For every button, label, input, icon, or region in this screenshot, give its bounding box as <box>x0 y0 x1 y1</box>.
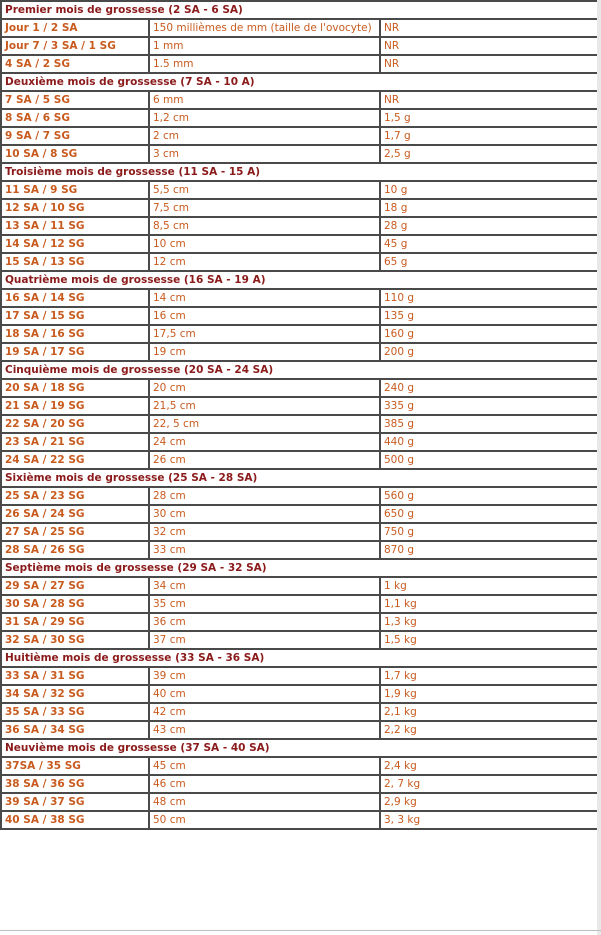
table-row <box>1 289 598 307</box>
week-cell: 9 SA / 7 SG <box>1 127 149 145</box>
weight-cell: 1,9 kg <box>380 685 598 703</box>
section-title: Premier mois de grossesse (2 SA - 6 SA) <box>1 1 598 19</box>
size-cell: 20 cm <box>149 379 380 397</box>
weight-cell: 2,5 g <box>380 145 598 163</box>
size-cell: 6 mm <box>149 91 380 109</box>
table-row <box>1 379 598 397</box>
table-row <box>1 685 598 703</box>
size-cell: 24 cm <box>149 433 380 451</box>
table-row <box>1 721 598 739</box>
table-row <box>1 397 598 415</box>
size-cell: 3 cm <box>149 145 380 163</box>
section-title: Quatrième mois de grossesse (16 SA - 19 A) <box>1 271 598 289</box>
week-cell: 25 SA / 23 SG <box>1 487 149 505</box>
week-cell: 27 SA / 25 SG <box>1 523 149 541</box>
size-cell: 1.5 mm <box>149 55 380 73</box>
section-title: Neuvième mois de grossesse (37 SA - 40 SA) <box>1 739 598 757</box>
week-cell: 10 SA / 8 SG <box>1 145 149 163</box>
right-scroll-edge <box>597 0 601 935</box>
section-header-row <box>1 559 598 577</box>
table-row <box>1 811 598 829</box>
table-row <box>1 109 598 127</box>
week-cell: 29 SA / 27 SG <box>1 577 149 595</box>
weight-cell: 1,5 kg <box>380 631 598 649</box>
size-cell: 5,5 cm <box>149 181 380 199</box>
table-row <box>1 127 598 145</box>
section-header-row <box>1 73 598 91</box>
size-cell: 30 cm <box>149 505 380 523</box>
week-cell: 17 SA / 15 SG <box>1 307 149 325</box>
section-header-row <box>1 361 598 379</box>
weight-cell: 65 g <box>380 253 598 271</box>
week-cell: 40 SA / 38 SG <box>1 811 149 829</box>
size-cell: 37 cm <box>149 631 380 649</box>
table-row <box>1 55 598 73</box>
table-row <box>1 343 598 361</box>
section-title: Sixième mois de grossesse (25 SA - 28 SA) <box>1 469 598 487</box>
week-cell: Jour 7 / 3 SA / 1 SG <box>1 37 149 55</box>
week-cell: 16 SA / 14 SG <box>1 289 149 307</box>
week-cell: 4 SA / 2 SG <box>1 55 149 73</box>
table-row <box>1 541 598 559</box>
table-row <box>1 523 598 541</box>
week-cell: 8 SA / 6 SG <box>1 109 149 127</box>
weight-cell: 110 g <box>380 289 598 307</box>
weight-cell: 385 g <box>380 415 598 433</box>
size-cell: 39 cm <box>149 667 380 685</box>
size-cell: 45 cm <box>149 757 380 775</box>
weight-cell: 10 g <box>380 181 598 199</box>
size-cell: 150 millièmes de mm (taille de l'ovocyte) <box>149 19 380 37</box>
week-cell: 28 SA / 26 SG <box>1 541 149 559</box>
week-cell: 24 SA / 22 SG <box>1 451 149 469</box>
week-cell: 30 SA / 28 SG <box>1 595 149 613</box>
section-title: Troisième mois de grossesse (11 SA - 15 A) <box>1 163 598 181</box>
week-cell: 13 SA / 11 SG <box>1 217 149 235</box>
size-cell: 34 cm <box>149 577 380 595</box>
section-header-row <box>1 649 598 667</box>
weight-cell: 200 g <box>380 343 598 361</box>
table-row <box>1 613 598 631</box>
week-cell: 12 SA / 10 SG <box>1 199 149 217</box>
size-cell: 21,5 cm <box>149 397 380 415</box>
week-cell: 31 SA / 29 SG <box>1 613 149 631</box>
size-cell: 19 cm <box>149 343 380 361</box>
week-cell: 20 SA / 18 SG <box>1 379 149 397</box>
table-row <box>1 199 598 217</box>
table-row <box>1 487 598 505</box>
table-row <box>1 433 598 451</box>
weight-cell: 240 g <box>380 379 598 397</box>
weight-cell: 560 g <box>380 487 598 505</box>
week-cell: 39 SA / 37 SG <box>1 793 149 811</box>
table-row <box>1 415 598 433</box>
weight-cell: 45 g <box>380 235 598 253</box>
section-title: Septième mois de grossesse (29 SA - 32 SA) <box>1 559 598 577</box>
table-row <box>1 757 598 775</box>
bottom-divider <box>0 930 601 931</box>
section-header-row <box>1 1 598 19</box>
table-row <box>1 253 598 271</box>
section-header-row <box>1 163 598 181</box>
table-row <box>1 703 598 721</box>
section-header-row <box>1 271 598 289</box>
weight-cell: 1,5 g <box>380 109 598 127</box>
weight-cell: 2,2 kg <box>380 721 598 739</box>
week-cell: 38 SA / 36 SG <box>1 775 149 793</box>
weight-cell: 440 g <box>380 433 598 451</box>
table-row <box>1 235 598 253</box>
table-row <box>1 19 598 37</box>
week-cell: 33 SA / 31 SG <box>1 667 149 685</box>
week-cell: 35 SA / 33 SG <box>1 703 149 721</box>
weight-cell: 1,7 kg <box>380 667 598 685</box>
table-row <box>1 667 598 685</box>
size-cell: 16 cm <box>149 307 380 325</box>
week-cell: Jour 1 / 2 SA <box>1 19 149 37</box>
size-cell: 26 cm <box>149 451 380 469</box>
table-body <box>1 0 598 829</box>
week-cell: 21 SA / 19 SG <box>1 397 149 415</box>
weight-cell: 160 g <box>380 325 598 343</box>
section-header-row <box>1 739 598 757</box>
week-cell: 36 SA / 34 SG <box>1 721 149 739</box>
weight-cell: 18 g <box>380 199 598 217</box>
size-cell: 50 cm <box>149 811 380 829</box>
size-cell: 33 cm <box>149 541 380 559</box>
table-row <box>1 631 598 649</box>
weight-cell: 650 g <box>380 505 598 523</box>
table-row <box>1 307 598 325</box>
weight-cell: NR <box>380 37 598 55</box>
section-header-row <box>1 469 598 487</box>
weight-cell: 500 g <box>380 451 598 469</box>
weight-cell: 3, 3 kg <box>380 811 598 829</box>
size-cell: 2 cm <box>149 127 380 145</box>
table-row <box>1 37 598 55</box>
week-cell: 15 SA / 13 SG <box>1 253 149 271</box>
size-cell: 10 cm <box>149 235 380 253</box>
weight-cell: 2,9 kg <box>380 793 598 811</box>
size-cell: 22, 5 cm <box>149 415 380 433</box>
table-row <box>1 595 598 613</box>
week-cell: 11 SA / 9 SG <box>1 181 149 199</box>
weight-cell: 1,3 kg <box>380 613 598 631</box>
size-cell: 8,5 cm <box>149 217 380 235</box>
table-row <box>1 505 598 523</box>
weight-cell: 1,1 kg <box>380 595 598 613</box>
weight-cell: NR <box>380 91 598 109</box>
weight-cell: 870 g <box>380 541 598 559</box>
weight-cell: 28 g <box>380 217 598 235</box>
size-cell: 32 cm <box>149 523 380 541</box>
week-cell: 14 SA / 12 SG <box>1 235 149 253</box>
size-cell: 12 cm <box>149 253 380 271</box>
table-row <box>1 181 598 199</box>
table-row <box>1 793 598 811</box>
weight-cell: 2,4 kg <box>380 757 598 775</box>
size-cell: 14 cm <box>149 289 380 307</box>
week-cell: 26 SA / 24 SG <box>1 505 149 523</box>
size-cell: 40 cm <box>149 685 380 703</box>
table-row <box>1 775 598 793</box>
weight-cell: 2,1 kg <box>380 703 598 721</box>
size-cell: 43 cm <box>149 721 380 739</box>
size-cell: 1 mm <box>149 37 380 55</box>
table-row <box>1 451 598 469</box>
section-title: Huitième mois de grossesse (33 SA - 36 SA) <box>1 649 598 667</box>
weight-cell: NR <box>380 55 598 73</box>
week-cell: 18 SA / 16 SG <box>1 325 149 343</box>
week-cell: 19 SA / 17 SG <box>1 343 149 361</box>
week-cell: 22 SA / 20 SG <box>1 415 149 433</box>
section-title: Deuxième mois de grossesse (7 SA - 10 A) <box>1 73 598 91</box>
size-cell: 17,5 cm <box>149 325 380 343</box>
size-cell: 36 cm <box>149 613 380 631</box>
size-cell: 1,2 cm <box>149 109 380 127</box>
size-cell: 46 cm <box>149 775 380 793</box>
table-row <box>1 325 598 343</box>
table-row <box>1 145 598 163</box>
week-cell: 23 SA / 21 SG <box>1 433 149 451</box>
section-title: Cinquième mois de grossesse (20 SA - 24 SA) <box>1 361 598 379</box>
table-row <box>1 217 598 235</box>
weight-cell: 1,7 g <box>380 127 598 145</box>
weight-cell: 2, 7 kg <box>380 775 598 793</box>
size-cell: 48 cm <box>149 793 380 811</box>
size-cell: 42 cm <box>149 703 380 721</box>
week-cell: 7 SA / 5 SG <box>1 91 149 109</box>
size-cell: 7,5 cm <box>149 199 380 217</box>
weight-cell: NR <box>380 19 598 37</box>
table-row <box>1 91 598 109</box>
size-cell: 35 cm <box>149 595 380 613</box>
weight-cell: 335 g <box>380 397 598 415</box>
weight-cell: 135 g <box>380 307 598 325</box>
week-cell: 32 SA / 30 SG <box>1 631 149 649</box>
size-cell: 28 cm <box>149 487 380 505</box>
weight-cell: 1 kg <box>380 577 598 595</box>
week-cell: 37SA / 35 SG <box>1 757 149 775</box>
weight-cell: 750 g <box>380 523 598 541</box>
week-cell: 34 SA / 32 SG <box>1 685 149 703</box>
table-row <box>1 577 598 595</box>
